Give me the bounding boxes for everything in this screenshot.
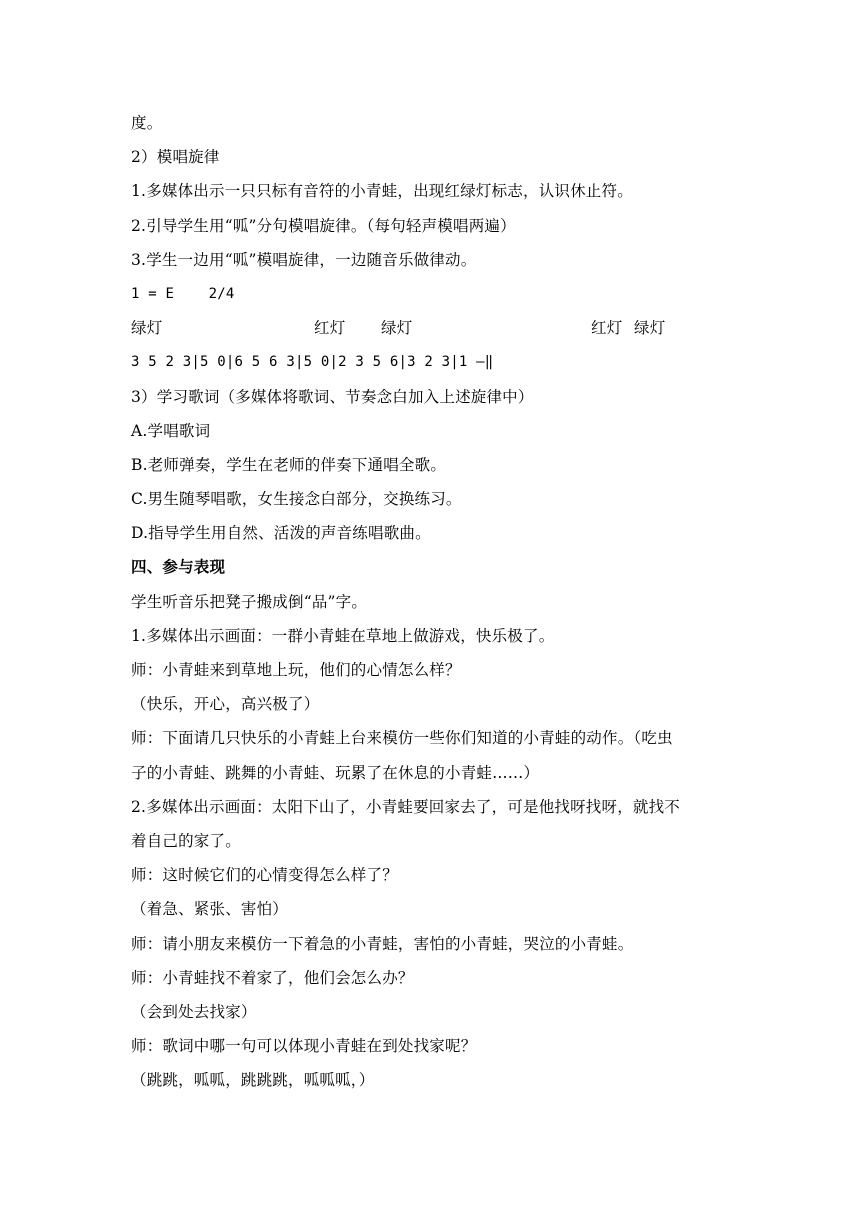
paragraph-line: 度。 bbox=[131, 114, 163, 132]
paragraph-line: 学生听音乐把凳子搬成倒“品”字。 bbox=[131, 592, 368, 611]
paragraph-line: C.男生随琴唱歌，女生接念白部分，交换练习。 bbox=[131, 490, 462, 509]
section-heading: 四、参与表现 bbox=[131, 557, 226, 577]
paragraph-line: 3.学生一边用“呱”模唱旋律，一边随音乐做律动。 bbox=[131, 250, 477, 269]
light-label-green: 绿灯 bbox=[634, 319, 666, 338]
paragraph-line: 2.引导学生用“呱”分句模唱旋律。（每句轻声模唱两遍） bbox=[131, 216, 516, 235]
document-body bbox=[131, 106, 731, 1097]
light-label-green: 绿灯 bbox=[381, 319, 413, 338]
section-subheading: 2）模唱旋律 bbox=[131, 148, 220, 167]
paragraph-line: 师：下面请几只快乐的小青蛙上台来模仿一些你们知道的小青蛙的动作。（吃虫 bbox=[131, 729, 673, 748]
paragraph-line: 师：请小朋友来模仿一下着急的小青蛙，害怕的小青蛙，哭泣的小青蛙。 bbox=[131, 934, 634, 953]
paragraph-line: D.指导学生用自然、活泼的声音练唱歌曲。 bbox=[131, 524, 431, 543]
paragraph-line: 子的小青蛙、跳舞的小青蛙、玩累了在休息的小青蛙……） bbox=[131, 763, 540, 782]
melody-notation: 3 5 2 3|5 0|6 5 6 3|5 0|2 3 5 6|3 2 3|1 —‖ bbox=[131, 354, 494, 371]
paragraph-line: 师：小青蛙找不着家了，他们会怎么办？ bbox=[131, 968, 414, 987]
paragraph-line: 师：这时候它们的心情变得怎么样了？ bbox=[131, 866, 398, 885]
paragraph-line: （会到处去找家） bbox=[131, 1002, 257, 1021]
light-label-red: 红灯 bbox=[591, 319, 623, 338]
paragraph-line: 师：歌词中哪一句可以体现小青蛙在到处找家呢？ bbox=[131, 1037, 477, 1056]
paragraph-line: 1.多媒体出示画面：一群小青蛙在草地上做游戏，快乐极了。 bbox=[131, 626, 555, 645]
paragraph-line: 师：小青蛙来到草地上玩，他们的心情怎么样？ bbox=[131, 661, 461, 679]
paragraph-line: （快乐，开心，高兴极了） bbox=[131, 695, 320, 714]
light-label-green: 绿灯 bbox=[131, 319, 163, 338]
paragraph-line: 着自己的家了。 bbox=[131, 831, 241, 850]
section-subheading: 3）学习歌词（多媒体将歌词、节奏念白加入上述旋律中） bbox=[131, 387, 534, 406]
paragraph-line: （跳跳，呱呱，跳跳跳，呱呱呱，） bbox=[131, 1071, 375, 1090]
paragraph-line: B.老师弹奏，学生在老师的伴奏下通唱全歌。 bbox=[131, 455, 447, 474]
traffic-light-labels bbox=[131, 311, 731, 345]
paragraph-line: A.学唱歌词 bbox=[131, 421, 211, 440]
light-label-red: 红灯 bbox=[314, 319, 346, 338]
paragraph-line: 2.多媒体出示画面：太阳下山了，小青蛙要回家去了，可是他找呀找呀，就找不 bbox=[131, 797, 680, 816]
paragraph-line: 1.多媒体出示一只只标有音符的小青蛙，出现红绿灯标志，认识休止符。 bbox=[131, 182, 633, 201]
paragraph-line: （着急、紧张、害怕） bbox=[131, 900, 289, 919]
key-signature: 1 = E 2/4 bbox=[131, 285, 235, 302]
